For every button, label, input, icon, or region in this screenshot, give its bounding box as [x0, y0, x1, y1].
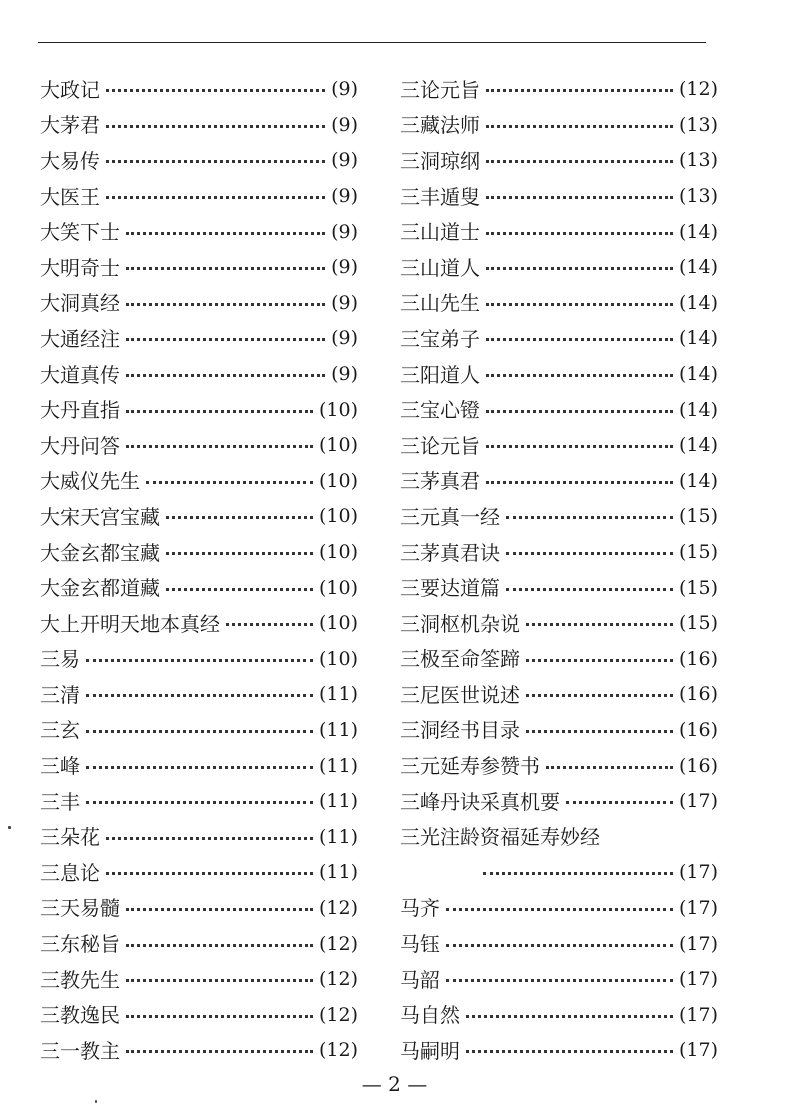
- dot-leader: [126, 374, 325, 377]
- entry-page-number: (17): [678, 861, 718, 884]
- index-entry: [400, 357, 718, 393]
- entry-page-number: (12): [318, 896, 358, 919]
- index-entry: [400, 713, 718, 749]
- entry-page-number: (11): [318, 790, 358, 813]
- dot-leader: [126, 267, 325, 270]
- entry-page-number: (14): [678, 291, 718, 314]
- index-entry: [400, 642, 718, 678]
- scan-speck: [8, 826, 11, 829]
- entry-title: 马钰: [400, 932, 440, 957]
- entry-page-number: (9): [331, 220, 358, 243]
- index-entry: [40, 748, 358, 784]
- entry-title: 三一教主: [40, 1038, 120, 1063]
- entry-title: 三宝弟子: [400, 326, 480, 351]
- entry-title: 大道真传: [40, 362, 120, 387]
- index-entry: [400, 677, 718, 713]
- dot-leader: [106, 89, 325, 92]
- index-entry: [400, 143, 718, 179]
- dot-leader: [526, 659, 673, 662]
- entry-title: 大政记: [40, 77, 100, 102]
- dot-leader: [446, 908, 673, 911]
- dot-leader: [126, 338, 325, 341]
- dot-leader: [526, 694, 673, 697]
- entry-page-number: (16): [678, 718, 718, 741]
- entry-title: 三藏法师: [400, 113, 480, 138]
- entry-title: 大丹直指: [40, 398, 120, 423]
- index-entry: [400, 606, 718, 642]
- index-entry: [40, 606, 358, 642]
- entry-title: 马嗣明: [400, 1038, 460, 1063]
- entry-title: 三天易髓: [40, 896, 120, 921]
- index-entry: [40, 499, 358, 535]
- entry-page-number: (10): [318, 434, 358, 457]
- entry-page-number: (9): [331, 78, 358, 101]
- entry-title: 大茅君: [40, 113, 100, 138]
- index-entry: [40, 179, 358, 215]
- entry-title: 三尼医世说述: [400, 682, 520, 707]
- index-entry: [40, 855, 358, 891]
- entry-title: 三洞枢机杂说: [400, 611, 520, 636]
- entry-page-number: (11): [318, 683, 358, 706]
- entry-title: 大明奇士: [40, 255, 120, 280]
- index-entry: [40, 286, 358, 322]
- index-entry: [400, 926, 718, 962]
- entry-page-number: (15): [678, 612, 718, 635]
- entry-page-number: (10): [318, 505, 358, 528]
- index-entry: [40, 1033, 358, 1069]
- dot-leader: [526, 730, 673, 733]
- dot-leader: [146, 481, 313, 484]
- entry-title: 三洞经书目录: [400, 718, 520, 743]
- dot-leader: [106, 196, 325, 199]
- dot-leader: [446, 944, 673, 947]
- index-entry: [400, 499, 718, 535]
- dot-leader: [106, 837, 313, 840]
- dot-leader: [466, 1050, 673, 1053]
- page-number: — 2 —: [361, 1072, 428, 1096]
- entry-page-number: (9): [331, 363, 358, 386]
- entry-title: 三峰: [40, 754, 80, 779]
- entry-title: 大丹问答: [40, 433, 120, 458]
- index-entry: [400, 784, 718, 820]
- index-entry: [400, 891, 718, 927]
- entry-title: 马齐: [400, 896, 440, 921]
- entry-page-number: (15): [678, 505, 718, 528]
- index-entry: [400, 72, 718, 108]
- entry-page-number: (9): [331, 185, 358, 208]
- entry-page-number: (9): [331, 149, 358, 172]
- entry-title: 马自然: [400, 1003, 460, 1028]
- dot-leader: [86, 730, 313, 733]
- entry-page-number: (14): [678, 327, 718, 350]
- index-entry: [40, 891, 358, 927]
- entry-page-number: (17): [678, 968, 718, 991]
- entry-page-number: (11): [318, 825, 358, 848]
- entry-page-number: (9): [331, 327, 358, 350]
- entry-page-number: (17): [678, 932, 718, 955]
- dot-leader: [126, 979, 313, 982]
- dot-leader: [486, 481, 673, 484]
- index-entry: [40, 428, 358, 464]
- entry-page-number: (9): [331, 291, 358, 314]
- entry-page-number: (10): [318, 398, 358, 421]
- entry-title: 三茅真君: [400, 469, 480, 494]
- dot-leader: [486, 125, 673, 128]
- entry-title: 大金玄都道藏: [40, 576, 160, 601]
- entry-title: 三朵花: [40, 825, 100, 850]
- entry-title: 三元真一经: [400, 504, 500, 529]
- entry-page-number: (9): [331, 256, 358, 279]
- dot-leader: [486, 160, 673, 163]
- index-entry: [400, 535, 718, 571]
- dot-leader: [486, 267, 673, 270]
- entry-page-number: (10): [318, 576, 358, 599]
- index-entry: [400, 392, 718, 428]
- dot-leader: [486, 303, 673, 306]
- header-rule: [38, 42, 706, 43]
- index-entry: [40, 535, 358, 571]
- dot-leader: [486, 338, 673, 341]
- entry-title: 三光注龄资福延寿妙经: [400, 825, 600, 850]
- entry-title: 三山道士: [400, 220, 480, 245]
- index-entry: [40, 926, 358, 962]
- entry-title: 大上开明天地本真经: [40, 611, 220, 636]
- index-entry: [40, 464, 358, 500]
- entry-page-number: (14): [678, 469, 718, 492]
- scan-speck: [95, 1100, 97, 1103]
- dot-leader: [486, 232, 673, 235]
- entry-page-number: (11): [318, 718, 358, 741]
- index-entry: [40, 392, 358, 428]
- dot-leader: [126, 1050, 313, 1053]
- index-entry: [40, 962, 358, 998]
- dot-leader: [546, 766, 673, 769]
- dot-leader: [506, 552, 673, 555]
- entry-title: 大宋天宫宝藏: [40, 504, 160, 529]
- index-entry: [40, 642, 358, 678]
- index-entry: [40, 321, 358, 357]
- entry-page-number: (16): [678, 647, 718, 670]
- entry-title: 大易传: [40, 148, 100, 173]
- dot-leader: [106, 125, 325, 128]
- entry-page-number: (12): [318, 1003, 358, 1026]
- index-entry: [400, 321, 718, 357]
- entry-title: 三东秘旨: [40, 932, 120, 957]
- entry-page-number: (17): [678, 1003, 718, 1026]
- index-entry: [400, 997, 718, 1033]
- entry-title: 大威仪先生: [40, 469, 140, 494]
- entry-page-number: (10): [318, 647, 358, 670]
- index-entry: [40, 108, 358, 144]
- entry-title: 三清: [40, 682, 80, 707]
- index-entry: [40, 713, 358, 749]
- index-entry: [400, 962, 718, 998]
- entry-page-number: (14): [678, 434, 718, 457]
- entry-title: 三山道人: [400, 255, 480, 280]
- dot-leader: [86, 694, 313, 697]
- entry-title: 大金玄都宝藏: [40, 540, 160, 565]
- dot-leader: [126, 232, 325, 235]
- entry-page-number: (12): [318, 932, 358, 955]
- entry-title: 三洞琼纲: [400, 148, 480, 173]
- index-entry: [40, 784, 358, 820]
- index-entry: [40, 214, 358, 250]
- entry-page-number: (12): [678, 78, 718, 101]
- index-entry: [400, 108, 718, 144]
- entry-title: 三易: [40, 647, 80, 672]
- entry-page-number: (10): [318, 541, 358, 564]
- index-entry: [40, 357, 358, 393]
- dot-leader: [106, 160, 325, 163]
- entry-title: 大医王: [40, 184, 100, 209]
- index-entry: [40, 570, 358, 606]
- dot-leader: [126, 445, 313, 448]
- entry-title: 三元延寿参赞书: [400, 754, 540, 779]
- dot-leader: [106, 872, 313, 875]
- entry-page-number: (12): [318, 968, 358, 991]
- dot-leader: [166, 516, 313, 519]
- index-entry: [400, 214, 718, 250]
- dot-leader: [486, 196, 673, 199]
- index-column-right: [400, 72, 718, 1069]
- index-entry: [400, 819, 718, 855]
- dot-leader: [126, 410, 313, 413]
- index-entry: [40, 143, 358, 179]
- dot-leader: [86, 766, 313, 769]
- index-entry: [400, 1033, 718, 1069]
- dot-leader: [483, 872, 673, 875]
- entry-title: 三极至命筌蹄: [400, 647, 520, 672]
- entry-page-number: (11): [318, 861, 358, 884]
- index-entry: [400, 855, 718, 891]
- entry-title: 三峰丹诀采真机要: [400, 789, 560, 814]
- index-entry: [400, 250, 718, 286]
- index-entry: [40, 819, 358, 855]
- index-column-left: [40, 72, 358, 1069]
- entry-page-number: (13): [678, 185, 718, 208]
- entry-page-number: (14): [678, 363, 718, 386]
- entry-title: 三阳道人: [400, 362, 480, 387]
- index-entry: [40, 250, 358, 286]
- dot-leader: [486, 374, 673, 377]
- dot-leader: [126, 908, 313, 911]
- entry-title: 三教逸民: [40, 1003, 120, 1028]
- dot-leader: [526, 623, 673, 626]
- dot-leader: [486, 445, 673, 448]
- entry-page-number: (16): [678, 754, 718, 777]
- index-entry: [400, 179, 718, 215]
- index-entry: [400, 428, 718, 464]
- dot-leader: [226, 623, 313, 626]
- entry-title: 大通经注: [40, 326, 120, 351]
- dot-leader: [446, 979, 673, 982]
- dot-leader: [486, 410, 673, 413]
- entry-title: 三丰遁叟: [400, 184, 480, 209]
- dot-leader: [126, 1015, 313, 1018]
- entry-page-number: (14): [678, 398, 718, 421]
- dot-leader: [566, 801, 673, 804]
- entry-title: 大笑下士: [40, 220, 120, 245]
- entry-page-number: (12): [318, 1039, 358, 1062]
- entry-title: 三丰: [40, 789, 80, 814]
- entry-page-number: (14): [678, 256, 718, 279]
- entry-title: 三教先生: [40, 967, 120, 992]
- entry-title: 马韶: [400, 967, 440, 992]
- entry-title: 三山先生: [400, 291, 480, 316]
- entry-title: 三宝心镫: [400, 398, 480, 423]
- entry-page-number: (11): [318, 754, 358, 777]
- dot-leader: [86, 801, 313, 804]
- entry-title: 三息论: [40, 860, 100, 885]
- entry-page-number: (17): [678, 1039, 718, 1062]
- entry-title: 三茅真君诀: [400, 540, 500, 565]
- entry-title: 大洞真经: [40, 291, 120, 316]
- entry-page-number: (15): [678, 541, 718, 564]
- index-entry: [400, 748, 718, 784]
- entry-page-number: (10): [318, 612, 358, 635]
- entry-page-number: (16): [678, 683, 718, 706]
- index-entry: [400, 286, 718, 322]
- dot-leader: [126, 303, 325, 306]
- entry-page-number: (17): [678, 896, 718, 919]
- index-entry: [400, 570, 718, 606]
- entry-page-number: (10): [318, 469, 358, 492]
- entry-page-number: (17): [678, 790, 718, 813]
- entry-title: 三论元旨: [400, 77, 480, 102]
- entry-page-number: (9): [331, 113, 358, 136]
- dot-leader: [486, 89, 673, 92]
- entry-page-number: (15): [678, 576, 718, 599]
- dot-leader: [126, 944, 313, 947]
- entry-title: 三要达道篇: [400, 576, 500, 601]
- dot-leader: [506, 588, 673, 591]
- index-entry: [400, 464, 718, 500]
- entry-title: 三玄: [40, 718, 80, 743]
- dot-leader: [166, 552, 313, 555]
- dot-leader: [466, 1015, 673, 1018]
- index-entry: [40, 677, 358, 713]
- entry-page-number: (13): [678, 113, 718, 136]
- dot-leader: [86, 659, 313, 662]
- index-entry: [40, 72, 358, 108]
- entry-page-number: (14): [678, 220, 718, 243]
- entry-title: 三论元旨: [400, 433, 480, 458]
- index-entry: [40, 997, 358, 1033]
- entry-page-number: (13): [678, 149, 718, 172]
- dot-leader: [166, 588, 313, 591]
- dot-leader: [506, 516, 673, 519]
